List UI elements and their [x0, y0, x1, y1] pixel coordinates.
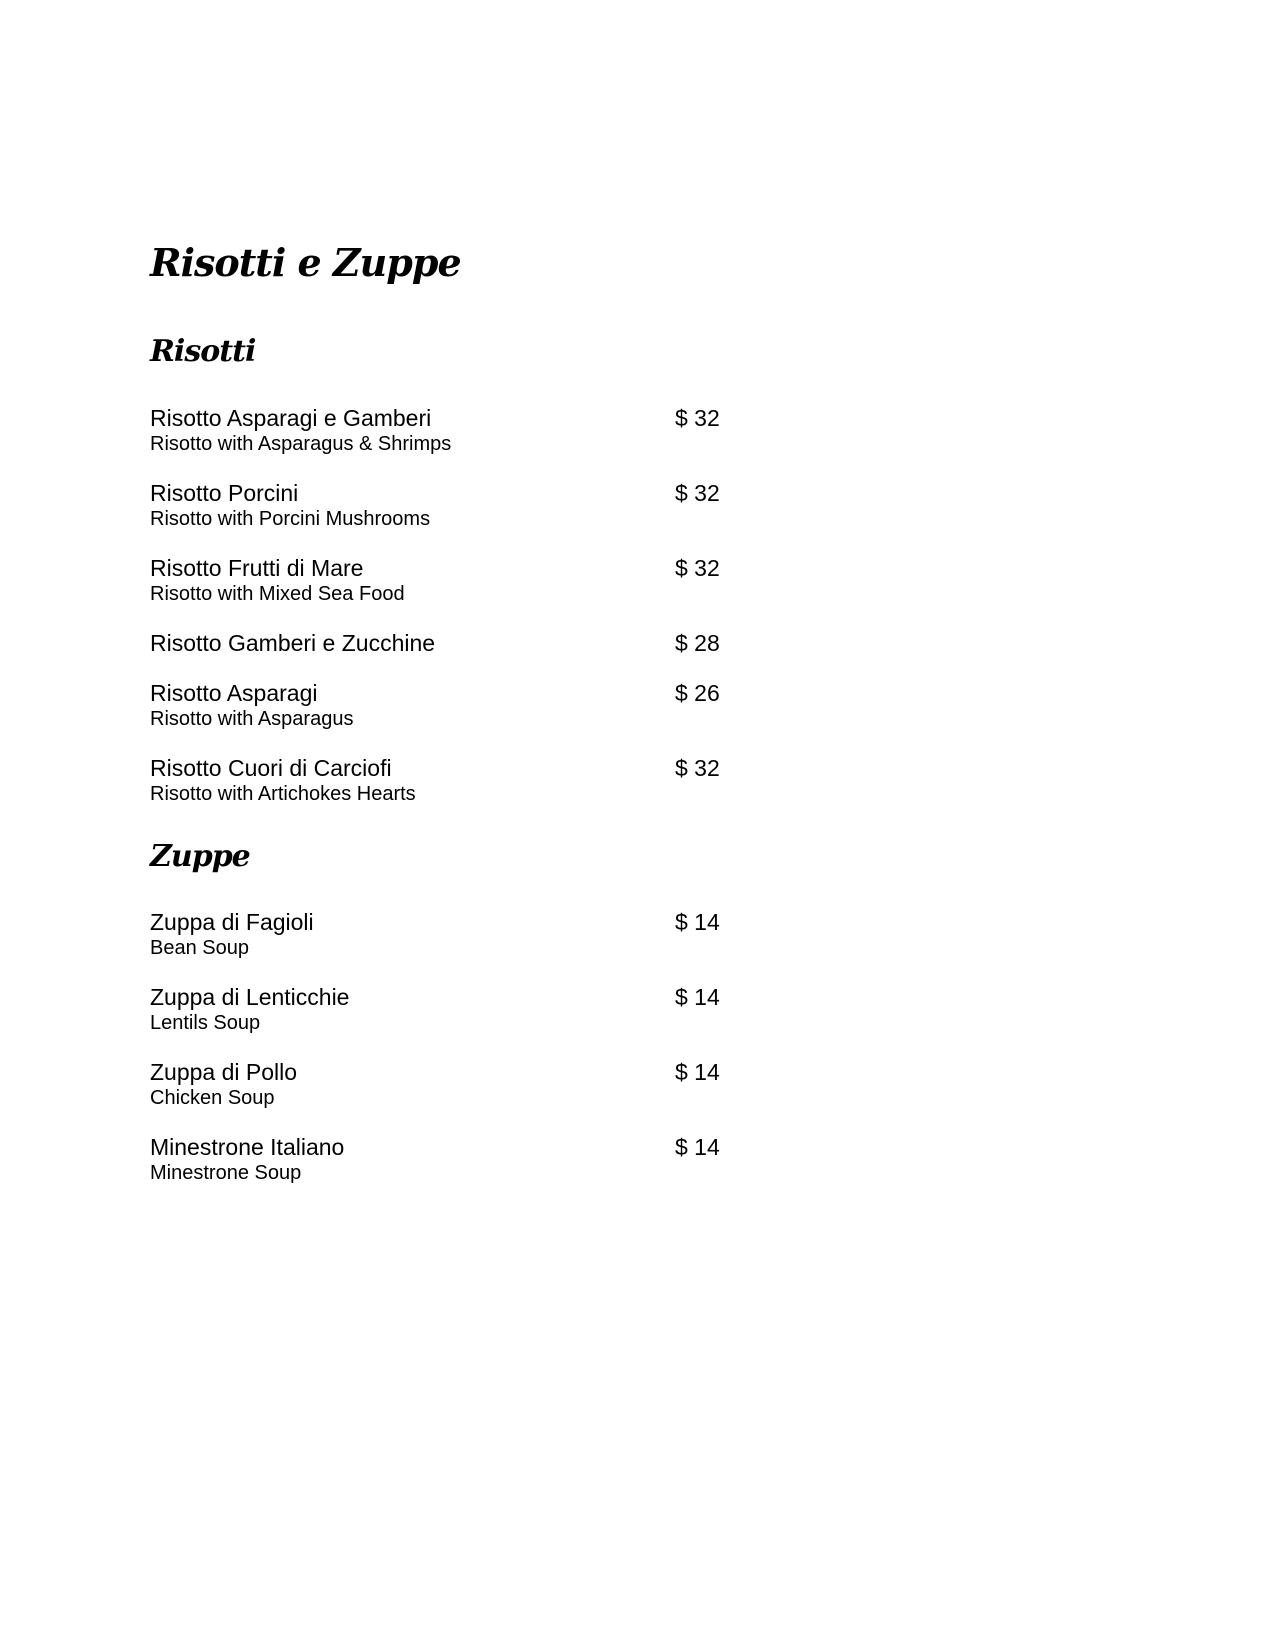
item-price: $ 26: [675, 680, 720, 706]
section-heading-risotti: Risotti: [150, 334, 256, 369]
menu-item: [150, 909, 720, 960]
item-description: Chicken Soup: [150, 1087, 275, 1109]
page-title: Risotti e Zuppe: [150, 240, 461, 285]
menu-item: [150, 1134, 720, 1185]
menu-item: [150, 405, 720, 456]
section-heading-zuppe: Zuppe: [150, 839, 250, 874]
menu-item: [150, 680, 720, 731]
menu-item: [150, 480, 720, 531]
item-price: $ 32: [675, 755, 720, 781]
item-price: $ 14: [675, 1134, 720, 1160]
menu-item: [150, 630, 720, 657]
item-name: Risotto Asparagi e Gamberi: [150, 405, 432, 431]
item-name: Risotto Gamberi e Zucchine: [150, 630, 436, 656]
item-price: $ 32: [675, 555, 720, 581]
item-price: $ 28: [675, 630, 720, 656]
item-description: Risotto with Mixed Sea Food: [150, 583, 405, 605]
menu-item: [150, 984, 720, 1035]
item-name: Risotto Porcini: [150, 480, 299, 506]
item-price: $ 32: [675, 480, 720, 506]
item-name: Zuppa di Pollo: [150, 1059, 298, 1085]
item-description: Lentils Soup: [150, 1012, 261, 1034]
item-description: Minestrone Soup: [150, 1162, 302, 1184]
item-description: Bean Soup: [150, 937, 249, 959]
item-price: $ 14: [675, 1059, 720, 1085]
item-name: Risotto Frutti di Mare: [150, 555, 364, 581]
item-description: Risotto with Porcini Mushrooms: [150, 508, 431, 530]
item-name: Minestrone Italiano: [150, 1134, 345, 1160]
menu-item: [150, 555, 720, 606]
item-description: Risotto with Artichokes Hearts: [150, 783, 416, 805]
item-name: Zuppa di Lenticchie: [150, 984, 350, 1010]
item-price: $ 14: [675, 984, 720, 1010]
menu-item: [150, 755, 720, 806]
item-price: $ 14: [675, 909, 720, 935]
menu-item: [150, 1059, 720, 1110]
item-name: Risotto Asparagi: [150, 680, 318, 706]
item-description: Risotto with Asparagus & Shrimps: [150, 433, 452, 455]
item-description: Risotto with Asparagus: [150, 708, 354, 730]
item-name: Zuppa di Fagioli: [150, 909, 314, 935]
item-name: Risotto Cuori di Carciofi: [150, 755, 392, 781]
item-price: $ 32: [675, 405, 720, 431]
